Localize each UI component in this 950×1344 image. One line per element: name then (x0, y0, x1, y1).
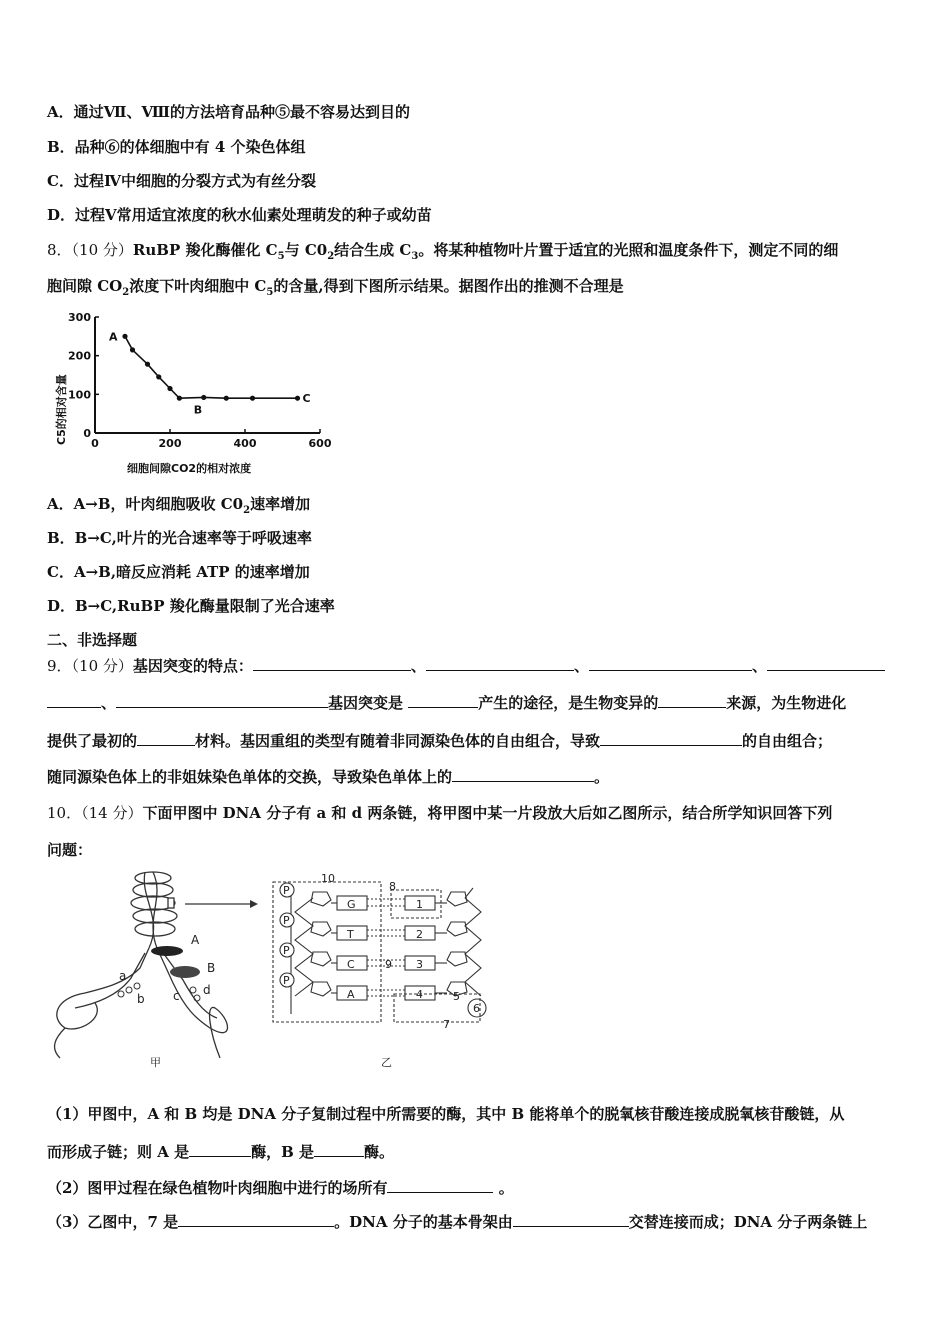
q9-blank-1[interactable] (253, 656, 411, 671)
label-yi: 乙 (381, 1056, 392, 1068)
base-T: T (347, 928, 354, 941)
figure-jia-enzymes (118, 946, 200, 1001)
q8-text-2: 与 C0 (284, 241, 328, 259)
q8-option-a-text2: 速率增加 (250, 495, 311, 513)
q10-number: 10．（14 分） (47, 804, 143, 822)
num-4: 4 (416, 988, 423, 1001)
q10-part3-text-c: 交替连接而成；DNA 分子两条链上 (628, 1213, 868, 1231)
num-8: 8 (389, 880, 396, 893)
q10-part1-line2 (47, 1142, 394, 1162)
q10-part2-text-b: 。 (498, 1179, 514, 1197)
q10-part3-text-b: 。DNA 分子的基本骨架由 (334, 1213, 513, 1231)
q10-part3-text-a: （3）乙图中，7 是 (47, 1213, 179, 1231)
chart-y-tick-label: 0 (83, 427, 91, 440)
dna-figure (45, 868, 505, 1068)
q9-text-3c: 的自由组合； (742, 732, 833, 750)
chart-y-tick-label: 100 (68, 388, 91, 402)
q9-blank-5[interactable] (116, 693, 328, 708)
q10-stem-line1 (47, 803, 832, 823)
q10-part2 (47, 1178, 514, 1198)
phosphate-label-1: P (283, 884, 290, 897)
num-3: 3 (416, 958, 423, 971)
q8-stem-line1 (47, 240, 838, 267)
label-a: a (119, 969, 127, 983)
q9-blank-10[interactable] (452, 767, 594, 782)
q8-line2-c: 的含量,得到下图所示结果。据图作出的推测不合理是 (273, 277, 624, 295)
q8-line2-sub2: 2 (122, 287, 130, 298)
num-10: 10 (321, 872, 335, 885)
section-heading: 二、非选择题 (47, 631, 138, 649)
q9-number: 9．（10 分） (47, 657, 133, 675)
q7-option-a: A．通过Ⅶ、Ⅷ的方法培育品种⑤最不容易达到目的 (47, 103, 411, 121)
base-G: G (347, 898, 356, 911)
chart-x-tick-label: 600 (308, 437, 332, 450)
label-B: B (207, 961, 216, 975)
q10-blank-enzyme-b[interactable] (314, 1142, 364, 1157)
q8-option-b: B．B→C,叶片的光合速率等于呼吸速率 (47, 529, 312, 547)
q7-option-b: B．品种⑥的体细胞中有 4 个染色体组 (47, 138, 306, 156)
q10-part2-text-a: （2）图甲过程在绿色植物叶肉细胞中进行的场所有 (47, 1179, 388, 1197)
num-6: 6 (473, 1002, 480, 1015)
label-jia: 甲 (150, 1056, 161, 1068)
chart-point-label-c: C (302, 392, 311, 406)
q9-text-2a: 基因突变是 (328, 694, 404, 712)
q10-blank-enzyme-a[interactable] (189, 1142, 251, 1157)
label-b: b (137, 992, 145, 1006)
chart-point-label-b: B (193, 403, 203, 417)
chart-data-point (130, 347, 135, 352)
q9-text-4a: 随同源染色体上的非姐妹染色单体的交换，导致染色单体上的 (47, 768, 453, 786)
chart-point-label-a: A (109, 330, 118, 344)
q8-option-d: D．B→C,RuBP 羧化酶量限制了光合速率 (47, 597, 335, 615)
q10-part1-text-b: 而形成子链；则 A 是 (47, 1143, 190, 1161)
phosphate-label-4: P (283, 974, 290, 987)
label-A: A (191, 933, 200, 947)
phosphate-label-3: P (283, 944, 290, 957)
q8-text-4: 。将某种植物叶片置于适宜的光照和温度条件下，测定不同的细 (418, 241, 839, 259)
q8-number: 8．（10 分） (47, 241, 133, 259)
chart-data-point (145, 362, 150, 367)
q10-blank-site[interactable] (387, 1178, 493, 1193)
q9-blank-3[interactable] (589, 656, 752, 671)
q9-blank-9[interactable] (600, 731, 742, 746)
q9-line3 (47, 731, 832, 751)
num-2: 2 (416, 928, 423, 941)
q9-blank-7[interactable] (658, 693, 726, 708)
figure-yi-phosphates (280, 883, 294, 987)
q9-blank-8[interactable] (137, 731, 195, 746)
q8-line2-sub5: 5 (266, 287, 274, 298)
q9-line2: 、 基因突变是 产生的途径，是生物变异的 来源，为生物进化 (47, 693, 846, 713)
figure-jia-helix (55, 872, 228, 1058)
chart-data-point (167, 386, 172, 391)
q8-line2-a: 胞间隙 CO (47, 277, 123, 295)
chart-data-point (122, 334, 127, 339)
q10-stem-line2: 问题： (47, 841, 93, 859)
num-1: 1 (416, 898, 423, 911)
q8-stem-line2 (47, 276, 624, 303)
q9-blank-4[interactable] (767, 656, 885, 671)
q10-part3 (47, 1212, 867, 1232)
chart-data-point (250, 396, 255, 401)
chart-data-point (156, 374, 161, 379)
q7-option-c: C．过程Ⅳ中细胞的分裂方式为有丝分裂 (47, 172, 316, 190)
q8-option-a-text: A．A→B，叶肉细胞吸收 C0 (47, 495, 244, 513)
q9-text-1: 基因突变的特点： (132, 657, 253, 675)
q9-text-3a: 提供了最初的 (47, 732, 138, 750)
q8-line2-b: 浓度下叶肉细胞中 C (129, 277, 267, 295)
q8-sub-2: 2 (327, 251, 335, 262)
chart-y-tick-label: 200 (68, 349, 91, 363)
q10-blank-backbone[interactable] (513, 1212, 629, 1227)
q10-text-1: 下面甲图中 DNA 分子有 a 和 d 两条链，将甲图中某一片段放大后如乙图所示，结合所学知识回答下列 (142, 804, 833, 822)
chart-x-label: 细胞间隙CO2的相对浓度 (127, 462, 252, 475)
q9-text-4b: 。 (594, 768, 610, 786)
q8-option-c: C．A→B,暗反应消耗 ATP 的速率增加 (47, 563, 310, 581)
q8-sub-5: 5 (277, 251, 285, 262)
q9-line1: 9．（10 分）基因突变的特点： 、 、 、 (47, 656, 885, 676)
q9-blank-2[interactable] (426, 656, 574, 671)
base-C: C (347, 958, 355, 971)
figure-jia-arrowhead (250, 900, 258, 908)
q8-option-a (47, 494, 310, 521)
q9-blank-4b[interactable] (47, 693, 101, 708)
q10-part1-text-c: 酶，B 是 (251, 1143, 314, 1161)
chart-data-point (201, 395, 206, 400)
chart-x-tick-label: 0 (91, 437, 99, 450)
c5-content-chart (45, 305, 345, 480)
q8-text-1: RuBP 羧化酶催化 C (132, 241, 278, 259)
q10-part1-line1: （1）甲图中，A 和 B 均是 DNA 分子复制过程中所需要的酶，其中 B 能将单个的脱氧核苷酸连接成脱氧核苷酸链，从 (47, 1105, 845, 1123)
q9-text-2b: 产生的途径，是生物变异的 (478, 694, 659, 712)
label-d: d (203, 983, 211, 997)
chart-data-point (224, 396, 229, 401)
chart-data-point (177, 396, 182, 401)
chart-series-line (125, 336, 298, 398)
q8-option-a-sub: 2 (243, 505, 251, 516)
q10-blank-7[interactable] (178, 1212, 334, 1227)
base-A: A (347, 988, 355, 1001)
q9-text-3b: 材料。基因重组的类型有随着非同源染色体的自由组合，导致 (195, 732, 601, 750)
chart-y-tick-label: 300 (68, 311, 91, 324)
q9-blank-6[interactable] (408, 693, 478, 708)
chart-x-tick-label: 200 (158, 437, 182, 450)
q8-sub-3: 3 (411, 251, 419, 262)
num-7: 7 (443, 1018, 450, 1031)
q8-text-3: 结合生成 C (334, 241, 412, 259)
num-5: 5 (453, 990, 460, 1003)
phosphate-label-2: P (283, 914, 290, 927)
q9-text-2c: 来源，为生物进化 (726, 694, 847, 712)
q7-option-d: D．过程Ⅴ常用适宜浓度的秋水仙素处理萌发的种子或幼苗 (47, 206, 432, 224)
num-9: 9 (385, 958, 392, 971)
label-c: c (173, 989, 180, 1003)
chart-data-point (295, 396, 300, 401)
chart-x-tick-label: 400 (233, 437, 257, 450)
chart-y-label: C5的相对含量 (55, 374, 68, 445)
q10-part1-text-d: 酶。 (364, 1143, 395, 1161)
q9-line4 (47, 767, 609, 787)
